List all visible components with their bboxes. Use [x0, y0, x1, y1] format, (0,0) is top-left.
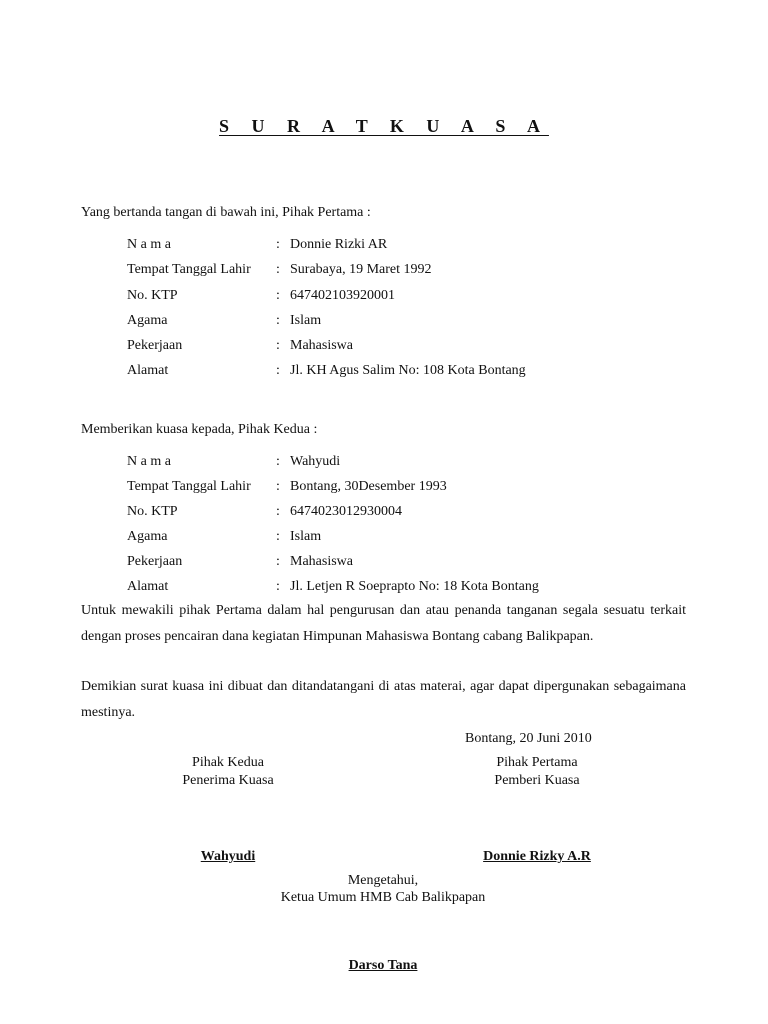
field-label: N a m a: [127, 454, 171, 469]
right-signatory-name: Donnie Rizky A.R: [483, 849, 591, 864]
field-label: Agama: [127, 313, 168, 328]
field-label: Alamat: [127, 363, 169, 378]
field-value: Islam: [290, 529, 322, 544]
field-separator: :: [276, 529, 280, 544]
field-label: Tempat Tanggal Lahir: [127, 479, 251, 494]
second-party-birth-row: [127, 478, 447, 496]
first-party-intro: Yang bertanda tangan di bawah ini, Pihak Pertama :: [81, 205, 371, 220]
field-value: Mahasiswa: [290, 554, 353, 569]
place-date: Bontang, 20 Juni 2010: [465, 731, 592, 746]
field-value: Surabaya, 19 Maret 1992: [290, 262, 432, 277]
field-separator: :: [276, 262, 280, 277]
field-separator: :: [276, 579, 280, 594]
letter-title: S U R A T K U A S A: [219, 116, 549, 136]
field-value: Jl. Letjen R Soeprapto No: 18 Kota Bontang: [290, 579, 539, 594]
second-party-ktp-row: [127, 503, 402, 521]
field-separator: :: [276, 338, 280, 353]
field-label: No. KTP: [127, 288, 178, 303]
field-value: Mahasiswa: [290, 338, 353, 353]
field-label: No. KTP: [127, 504, 178, 519]
second-party-address-row: [127, 578, 539, 596]
field-label: Pekerjaan: [127, 338, 183, 353]
second-party-religion-row: [127, 528, 321, 546]
left-signatory-role: Pihak Kedua: [192, 755, 264, 770]
field-value: Islam: [290, 313, 322, 328]
field-separator: :: [276, 554, 280, 569]
field-separator: :: [276, 288, 280, 303]
field-value: 647402103920001: [290, 288, 395, 303]
field-label: N a m a: [127, 237, 171, 252]
left-signatory-name: Wahyudi: [200, 849, 256, 864]
acknowledger-name: Darso Tana: [348, 958, 418, 973]
first-party-birth-row: [127, 261, 432, 279]
field-label: Tempat Tanggal Lahir: [127, 262, 251, 277]
field-label: Pekerjaan: [127, 554, 183, 569]
field-separator: :: [276, 504, 280, 519]
second-party-intro: Memberikan kuasa kepada, Pihak Kedua :: [81, 422, 318, 437]
field-value: Bontang, 30Desember 1993: [290, 479, 447, 494]
left-signatory-subrole: Penerima Kuasa: [182, 773, 274, 788]
field-label: Alamat: [127, 579, 169, 594]
field-label: Agama: [127, 529, 168, 544]
field-value: Donnie Rizki AR: [290, 237, 388, 252]
first-party-religion-row: [127, 312, 321, 330]
acknowledgement-title: Ketua Umum HMB Cab Balikpapan: [280, 890, 486, 905]
purpose-paragraph: Untuk mewakili pihak Pertama dalam hal pengurusan dan atau penanda tanganan segala sesuatu terkait dengan proses pencairan dana kegiatan Himpunan Mahasiswa Bontang cabang Balikpapan.: [81, 603, 686, 644]
second-party-name-row: [127, 453, 340, 471]
closing-paragraph: Demikian surat kuasa ini dibuat dan ditandatangani di atas materai, agar dapat dipergunakan sebagaimana mestinya.: [81, 679, 686, 720]
second-party-occupation-row: [127, 553, 353, 571]
field-separator: :: [276, 363, 280, 378]
field-value: 6474023012930004: [290, 504, 402, 519]
right-signatory-role: Pihak Pertama: [496, 755, 578, 770]
acknowledgement-line: Mengetahui,: [347, 873, 419, 888]
field-value: Jl. KH Agus Salim No: 108 Kota Bontang: [290, 363, 526, 378]
field-separator: :: [276, 479, 280, 494]
first-party-name-row: [127, 236, 387, 254]
first-party-address-row: [127, 362, 526, 380]
first-party-ktp-row: [127, 287, 395, 305]
right-signatory-subrole: Pemberi Kuasa: [494, 773, 580, 788]
field-separator: :: [276, 454, 280, 469]
field-separator: :: [276, 237, 280, 252]
field-value: Wahyudi: [290, 454, 341, 469]
first-party-occupation-row: [127, 337, 353, 355]
field-separator: :: [276, 313, 280, 328]
